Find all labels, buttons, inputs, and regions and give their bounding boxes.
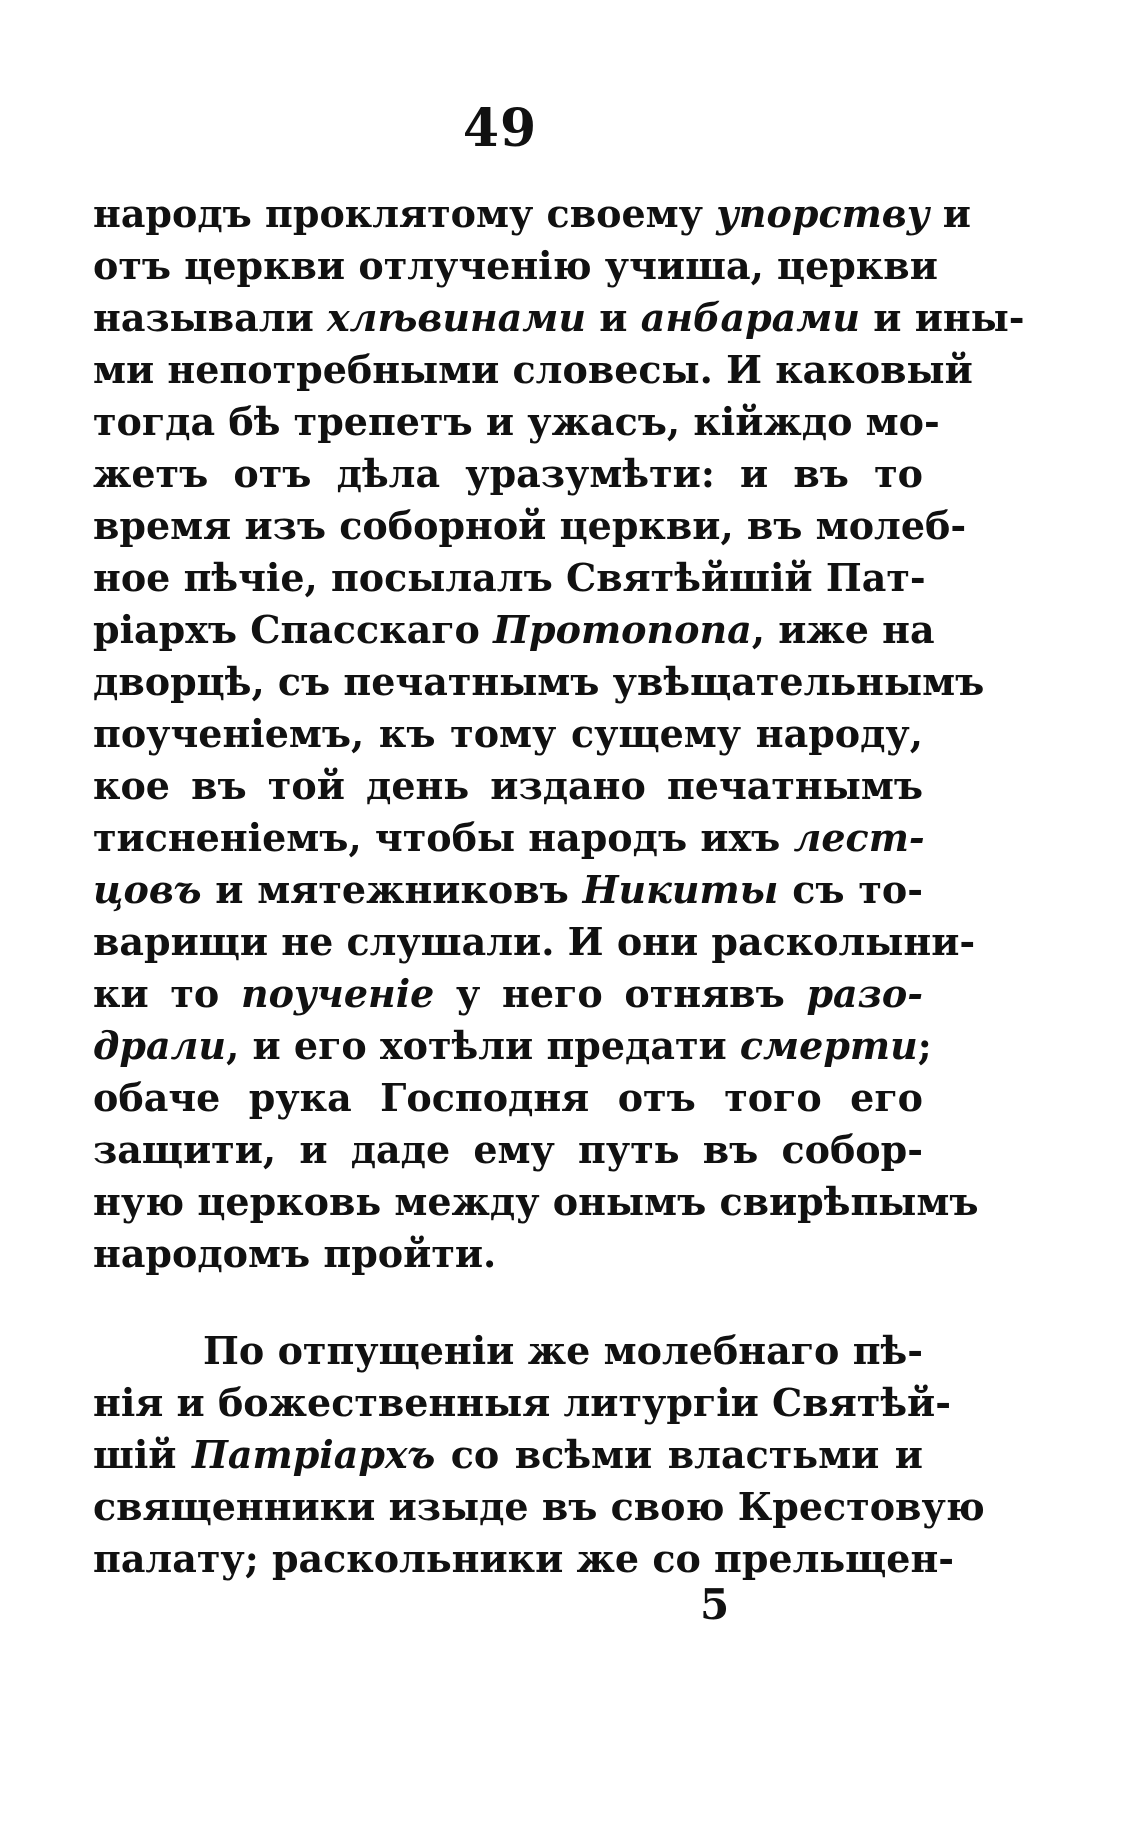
- text-line: варищи не слушали. И они расколыни-: [93, 919, 976, 964]
- text-line: драли, и его хотѣли предати смерти;: [93, 1023, 932, 1068]
- italic-span: анбарами: [640, 295, 861, 340]
- text-line: По отпущеніи же молебнаго пѣ-: [203, 1328, 923, 1373]
- paragraph-1: [93, 188, 1025, 1280]
- italic-span: разо-: [806, 971, 923, 1016]
- text-line: ное пѣчіе, посылалъ Святѣйшій Пат-: [93, 555, 926, 600]
- paragraph-2: [93, 1325, 985, 1585]
- signature-mark: 5: [700, 1580, 730, 1629]
- text-line: время изъ соборной церкви, въ молеб-: [93, 503, 967, 548]
- text-line: жетъ отъ дѣла уразумѣти: и въ то: [93, 451, 923, 496]
- italic-span: хлѣвинами: [327, 295, 587, 340]
- text-line: палату; раскольники же со прельщен-: [93, 1536, 955, 1581]
- text-line: ки то поученіе у него отнявъ разо-: [93, 971, 923, 1016]
- italic-span: драли: [93, 1023, 227, 1068]
- text-line: дворцѣ, съ печатнымъ увѣщательнымъ: [93, 659, 985, 704]
- text-line: кое въ той день издано печатнымъ: [93, 763, 923, 808]
- text-line: ную церковь между онымъ свирѣпымъ: [93, 1179, 979, 1224]
- page-number: 49: [462, 98, 538, 159]
- text-line: защити, и даде ему путь въ собор-: [93, 1127, 923, 1172]
- italic-span: поученіе: [240, 971, 435, 1016]
- text-line: тогда бѣ трепетъ и ужасъ, кійждо мо-: [93, 399, 940, 444]
- text-line: обаче рука Господня отъ того его: [93, 1075, 923, 1120]
- text-line: священники изыде въ свою Крестовую: [93, 1484, 985, 1529]
- italic-span: цовъ: [93, 867, 202, 912]
- text-line: ми непотребными словесы. И каковый: [93, 347, 973, 392]
- text-line: ріархъ Спасскаго Протопопа, иже на: [93, 607, 935, 652]
- text-line: народъ проклятому своему упорству и: [93, 191, 971, 236]
- text-line: называли хлѣвинами и анбарами и ины-: [93, 295, 1025, 340]
- text-line: нія и божественныя литургіи Святѣй-: [93, 1380, 951, 1425]
- italic-span: Протопопа: [493, 607, 752, 652]
- text-line: цовъ и мятежниковъ Никиты съ то-: [93, 867, 923, 912]
- italic-span: Патріархъ: [192, 1432, 436, 1477]
- text-line: отъ церкви отлученію учиша, церкви: [93, 243, 938, 288]
- italic-span: Никиты: [582, 867, 779, 912]
- text-line: тисненіемъ, чтобы народъ ихъ лест-: [93, 815, 925, 860]
- italic-span: смерти: [739, 1023, 918, 1068]
- italic-span: лест-: [793, 815, 925, 860]
- text-line: поученіемъ, къ тому сущему народу,: [93, 711, 923, 756]
- text-line: шій Патріархъ со всѣми властьми и: [93, 1432, 923, 1477]
- text-line: народомъ пройти.: [93, 1231, 497, 1276]
- italic-span: упорству: [716, 191, 930, 236]
